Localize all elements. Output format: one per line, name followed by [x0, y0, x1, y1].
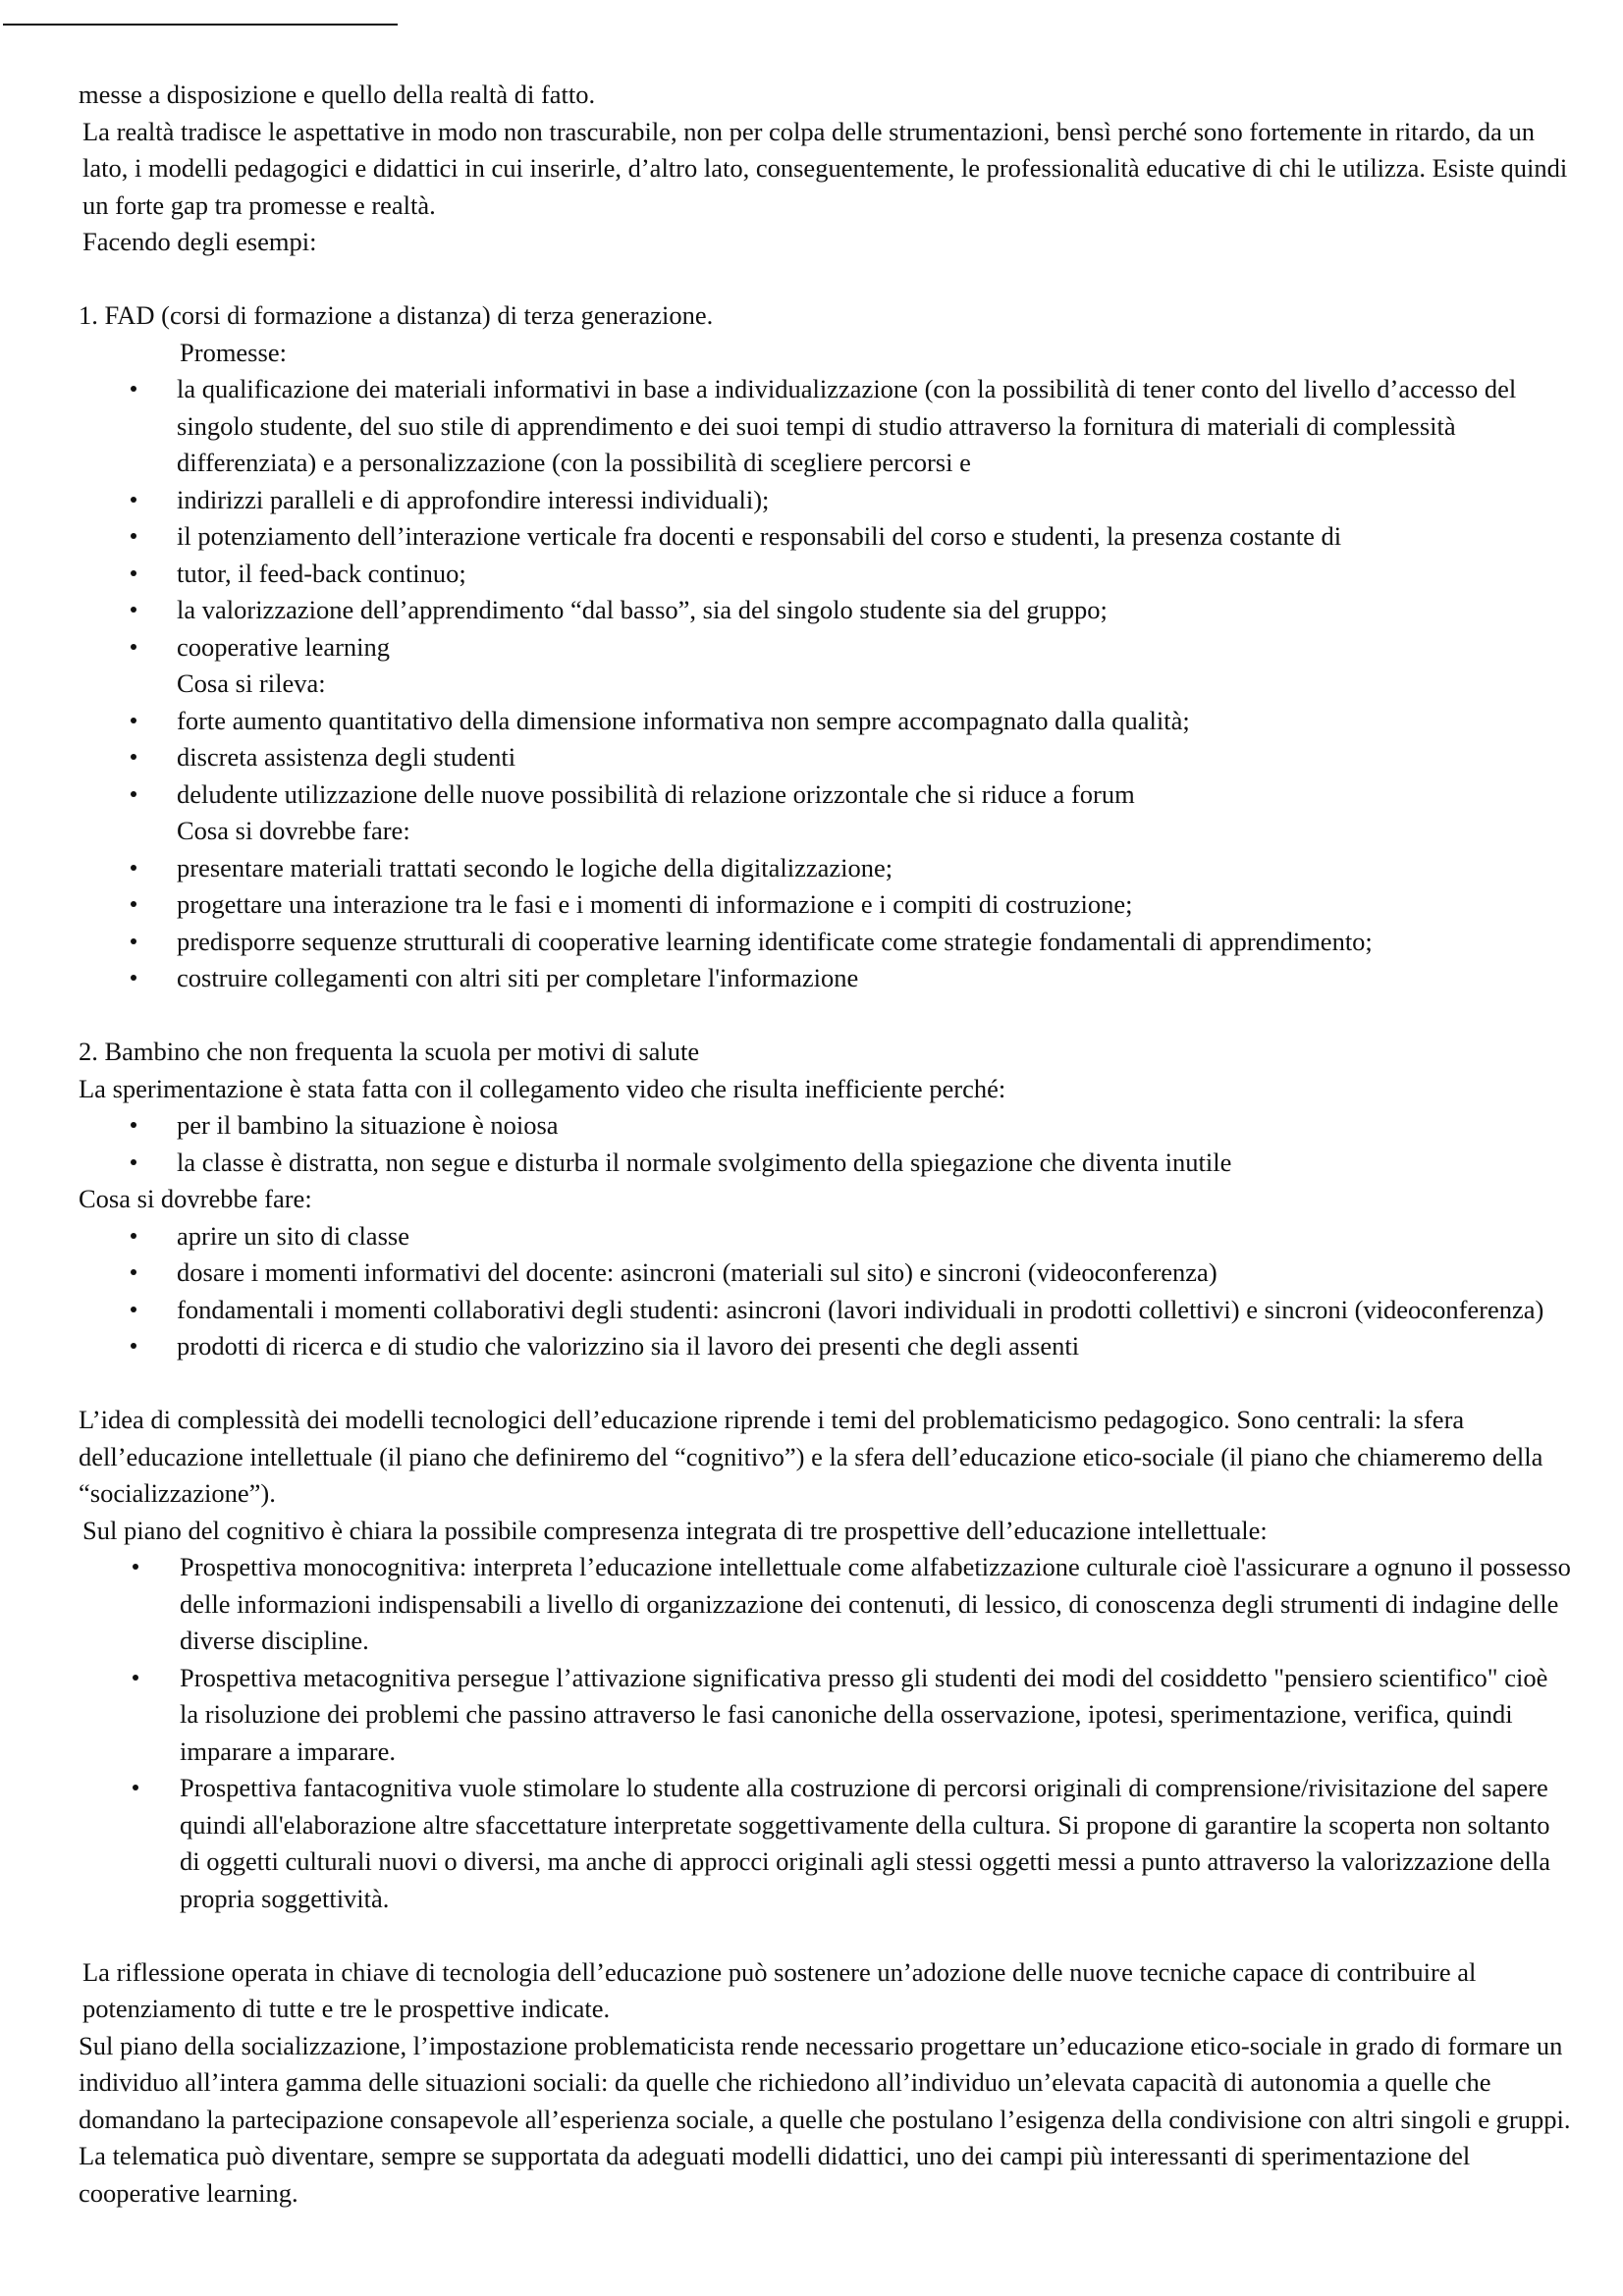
- paragraph-continuation: messe a disposizione e quello della realtà di fatto.: [79, 80, 596, 109]
- list-item: Prospettiva fantacognitiva vuole stimolare lo studente alla costruzione di percorsi originali di comprensione/rivisitazione del sapere quindi all'elaborazione altre sfaccettature interpretate soggettivamente della cultura. Si propone di garantire la scoperta non soltanto di oggetti culturali nuovi o diversi, ma anche di approcci originali agli stessi oggetti messi a punto attraverso la valorizzazione della propria soggettività.: [79, 1770, 1571, 1917]
- section-2-problems-list: [79, 1107, 1571, 1181]
- list-item: cooperative learning: [79, 629, 1571, 667]
- list-item: progettare una interazione tra le fasi e i momenti di informazione e i compiti di costruzione;: [79, 886, 1571, 924]
- list-item: fondamentali i momenti collaborativi degli studenti: asincroni (lavori individuali in prodotti collettivi) e sincroni (videoconferenza): [79, 1292, 1571, 1329]
- paragraph-socialization: Sul piano della socializzazione, l’impostazione problematicista rende necessario progettare un’educazione etico-sociale in grado di formare un individuo all’intera gamma delle situazioni sociali: da quelle che richiedono all’individuo un’elevata capacità di autonomia a quelle che domandano la partecipazione consapevole all’esperienza sociale, a quelle che postulano l’esigenza della condivisione con altri singoli e gruppi. La telematica può diventare, sempre se supportata da adeguati modelli didattici, uno dei campi più interessanti di sperimentazione del cooperative learning.: [79, 2030, 1571, 2208]
- blank-line: [79, 1365, 1571, 1403]
- list-item: deludente utilizzazione delle nuove possibilità di relazione orizzontale che si riduce a forum: [79, 776, 1571, 814]
- blank-line: [79, 1917, 1571, 1954]
- list-item: presentare materiali trattati secondo le logiche della digitalizzazione;: [79, 850, 1571, 887]
- perspectives-list: [79, 1549, 1571, 1917]
- list-item: tutor, il feed-back continuo;: [79, 556, 1571, 593]
- list-item: indirizzi paralleli e di approfondire interessi individuali);: [79, 482, 1571, 519]
- section-1-findings-list: [79, 703, 1571, 814]
- paragraph-complexity: L’idea di complessità dei modelli tecnologici dell’educazione riprende i temi del problematicismo pedagogico. Sono centrali: la sfera dell’educazione intellettuale (il piano che definiremo del “cognitivo”) e la sfera dell’educazione etico-sociale (il piano che chiameremo della “socializzazione”).: [79, 1405, 1543, 1508]
- paragraph-reflection: La riflessione operata in chiave di tecnologia dell’educazione può sostenere un’adozione delle nuove tecniche capace di contribuire al potenziamento di tutte e tre le prospettive indicate.: [82, 1956, 1477, 2023]
- footnote-separator-rule: [3, 24, 398, 26]
- list-item: la classe è distratta, non segue e disturba il normale svolgimento della spiegazione che diventa inutile: [79, 1145, 1571, 1182]
- section-2-intro: La sperimentazione è stata fatta con il collegamento video che risulta inefficiente perché:: [79, 1073, 1006, 1103]
- section-1-todo-heading: Cosa si dovrebbe fare:: [177, 816, 410, 845]
- section-1-promises-list: [79, 371, 1571, 666]
- section-2-todo-heading: Cosa si dovrebbe fare:: [79, 1184, 312, 1213]
- list-item: discreta assistenza degli studenti: [79, 739, 1571, 776]
- document-body: [79, 77, 1571, 2212]
- section-1-title: 1. FAD (corsi di formazione a distanza) di terza generazione.: [79, 300, 714, 330]
- list-item: Prospettiva monocognitiva: interpreta l’educazione intellettuale come alfabetizzazione culturale cioè l'assicurare a ognuno il possesso delle informazioni indispensabili a livello di organizzazione dei contenuti, di lessico, di conoscenza degli strumenti di indagine delle diverse discipline.: [79, 1549, 1571, 1660]
- blank-line: [79, 261, 1571, 298]
- list-item: la qualificazione dei materiali informativi in base a individualizzazione (con la possibilità di tener conto del livello d’accesso del singolo studente, del suo stile di apprendimento e dei suoi tempi di studio attraverso la fornitura di materiali di complessità differenziata) e a personalizzazione (con la possibilità di scegliere percorsi e: [79, 371, 1571, 482]
- section-2-title: 2. Bambino che non frequenta la scuola per motivi di salute: [79, 1037, 700, 1066]
- list-item: prodotti di ricerca e di studio che valorizzino sia il lavoro dei presenti che degli assenti: [79, 1328, 1571, 1365]
- list-item: dosare i momenti informativi del docente: asincroni (materiali sul sito) e sincroni (videoconferenza): [79, 1255, 1571, 1292]
- list-item: costruire collegamenti con altri siti per completare l'informazione: [79, 960, 1571, 997]
- paragraph-reality: La realtà tradisce le aspettative in modo non trascurabile, non per colpa delle strumentazioni, bensì perché sono fortemente in ritardo, da un lato, i modelli pedagogici e didattici in cui inserirle, d’altro lato, conseguentemente, le professionalità educative di chi le utilizza. Esiste quindi un forte gap tra promesse e realtà.: [82, 116, 1568, 220]
- paragraph-cognitive: Sul piano del cognitivo è chiara la possibile compresenza integrata di tre prospettive dell’educazione intellettuale:: [82, 1515, 1268, 1545]
- blank-line: [79, 997, 1571, 1035]
- section-1-promises-heading: Promesse:: [180, 337, 287, 367]
- list-item: aprire un sito di classe: [79, 1218, 1571, 1255]
- list-item: per il bambino la situazione è noiosa: [79, 1107, 1571, 1145]
- list-item: la valorizzazione dell’apprendimento “dal basso”, sia del singolo studente sia del gruppo;: [79, 592, 1571, 629]
- paragraph-examples-intro: Facendo degli esempi:: [82, 227, 317, 256]
- section-2-todo-list: [79, 1218, 1571, 1365]
- section-1-findings-heading: Cosa si rileva:: [177, 668, 326, 698]
- list-item: predisporre sequenze strutturali di cooperative learning identificate come strategie fondamentali di apprendimento;: [79, 924, 1571, 961]
- list-item: Prospettiva metacognitiva persegue l’attivazione significativa presso gli studenti dei modi del cosiddetto "pensiero scientifico" cioè la risoluzione dei problemi che passino attraverso le fasi canoniche della osservazione, ipotesi, sperimentazione, verifica, quindi imparare a imparare.: [79, 1660, 1571, 1771]
- section-1-todo-list: [79, 850, 1571, 997]
- list-item: forte aumento quantitativo della dimensione informativa non sempre accompagnato dalla qualità;: [79, 703, 1571, 740]
- list-item: il potenziamento dell’interazione verticale fra docenti e responsabili del corso e studenti, la presenza costante di: [79, 518, 1571, 556]
